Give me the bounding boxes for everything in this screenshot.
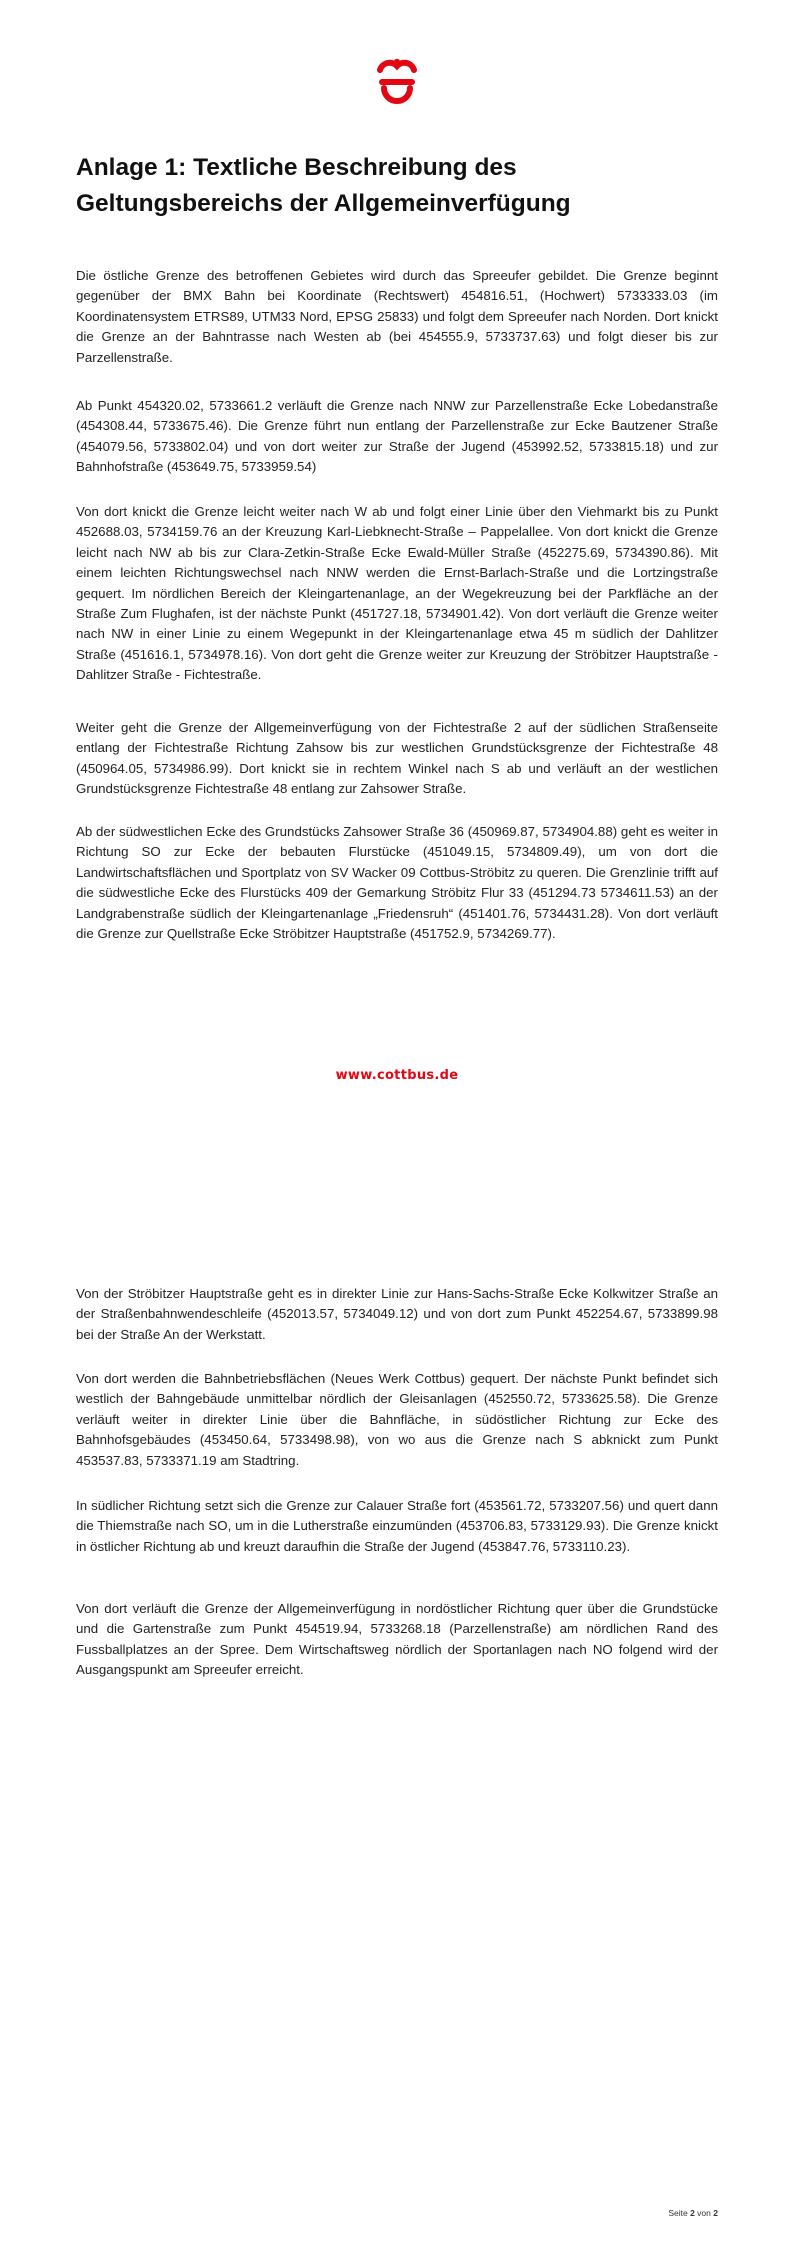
page-number [668,2208,718,2218]
paragraph-1: Die östliche Grenze des betroffenen Gebietes wird durch das Spreeufer gebildet. Die Grenze beginnt gegenüber der BMX Bahn bei Koordinate (Rechtswert) 454816.51, (Hochwert) 5733333.03 (im Koordinatensystem ETRS89, UTM33 Nord, EPSG 25833) und folgt dem Spreeufer nach Norden. Dort knickt die Grenze an der Bahntrasse nach Westen ab (bei 454555.9, 5733737.63) und folgt dieser bis zur Parzellenstraße. [76,268,718,365]
paragraph-7: Von dort werden die Bahnbetriebsflächen (Neues Werk Cottbus) gequert. Der nächste Punkt befindet sich westlich der Bahngebäude unmittelbar nördlich der Gleisanlagen (452550.72, 5733625.58). Die Grenze verläuft weiter in direkter Linie über die Bahnfläche, in südöstlicher Richtung zur Ecke des Bahnhofsgebäudes (453450.64, 5733498.98), von wo aus die Grenze nach S abknickt zum Punkt 453537.83, 5733371.19 am Stadtring. [76,1371,718,1468]
paragraph-6: Von der Ströbitzer Hauptstraße geht es in direkter Linie zur Hans-Sachs-Straße Ecke Kolkwitzer Straße an der Straßenbahnwendeschleife (452013.57, 5734049.12) und von dort zum Punkt 452254.67, 5733899.98 bei der Straße An der Werkstatt. [76,1286,718,1342]
paragraph-4: Weiter geht die Grenze der Allgemeinverfügung von der Fichtestraße 2 auf der südlichen Straßenseite entlang der Fichtestraße Richtung Zahsow bis zur westlichen Grundstücksgrenze der Fichtestraße 48 (450964.05, 5734986.99). Dort knickt sie in rechtem Winkel nach S ab und verläuft an der westlichen Grundstücksgrenze Fichtestraße 48 entlang zur Zahsower Straße. [76,720,718,797]
paragraph-2: Ab Punkt 454320.02, 5733661.2 verläuft die Grenze nach NNW zur Parzellenstraße Ecke Lobedanstraße (454308.44, 5733675.46). Die Grenze führt nun entlang der Parzellenstraße zur Ecke Bautzener Straße (454079.56, 5733802.04) und von dort weiter zur Straße der Jugend (453992.52, 5733815.18) und zur Bahnhofstraße (453649.75, 5733959.54) [76,398,718,475]
page-title: Anlage 1: Textliche Beschreibung des Geltungsbereichs der Allgemeinverfügung [76,154,571,217]
page-prefix: Seite [668,2208,688,2218]
paragraph-5: Ab der südwestlichen Ecke des Grundstücks Zahsower Straße 36 (450969.87, 5734904.88) geht es weiter in Richtung SO zur Ecke der bebauten Flurstücke (451049.15, 5734809.49), um von dort die Landwirtschaftsflächen und Sportplatz von SV Wacker 09 Cottbus-Ströbitz zu queren. Die Grenzlinie trifft auf die südwestliche Ecke des Flurstücks 409 der Gemarkung Ströbitz Flur 33 (451294.73 5734611.53) an der Landgrabenstraße südlich der Kleingartenanlage „Friedensruh“ (451401.76, 5734431.28). Von dort verläuft die Grenze zur Quellstraße Ecke Ströbitzer Hauptstraße (451752.9, 5734269.77). [76,824,718,942]
cottbus-logo-icon [376,56,418,104]
page-total: 2 [713,2208,718,2218]
website-link[interactable]: www.cottbus.de [335,1068,459,1083]
page-current: 2 [690,2208,695,2218]
page-sep: von [697,2208,711,2218]
paragraph-3: Von dort knickt die Grenze leicht weiter nach W ab und folgt einer Linie über den Viehmarkt bis zu Punkt 452688.03, 5734159.76 an der Kreuzung Karl-Liebknecht-Straße – Pappelallee. Von dort knickt die Grenze leicht nach NW ab bis zur Clara-Zetkin-Straße Ecke Ewald-Müller Straße (452275.69, 5734390.86). Mit einem leichten Richtungswechsel nach NNW werden die Ernst-Barlach-Straße und die Lortzingstraße gequert. Im nördlichen Bereich der Kleingartenanlage, an der Wegekreuzung bei der Parkfläche an der Straße Zum Flughafen, ist der nächste Punkt (451727.18, 5734901.42). Von dort verläuft die Grenze weiter nach NW in einer Linie zu einem Wegepunkt in der Kleingartenanlage etwa 45 m südlich der Dahlitzer Straße (451616.1, 5734978.16). Von dort geht die Grenze weiter zur Kreuzung der Ströbitzer Hauptstraße - Dahlitzer Straße - Fichtestraße. [76,504,718,683]
paragraph-8: In südlicher Richtung setzt sich die Grenze zur Calauer Straße fort (453561.72, 5733207.56) und quert dann die Thiemstraße nach SO, um in die Lutherstraße einzumünden (453706.83, 5733129.93). Die Grenze knickt in östlicher Richtung ab und kreuzt daraufhin die Straße der Jugend (453847.76, 5733110.23). [76,1498,718,1554]
paragraph-9: Von dort verläuft die Grenze der Allgemeinverfügung in nordöstlicher Richtung quer über die Grundstücke und die Gartenstraße zum Punkt 454519.94, 5733268.18 (Parzellenstraße) am nördlichen Rand des Fussballplatzes an der Spree. Dem Wirtschaftsweg nördlich der Sportanlagen nach NO folgend wird der Ausgangspunkt am Spreeufer erreicht. [76,1601,718,1678]
